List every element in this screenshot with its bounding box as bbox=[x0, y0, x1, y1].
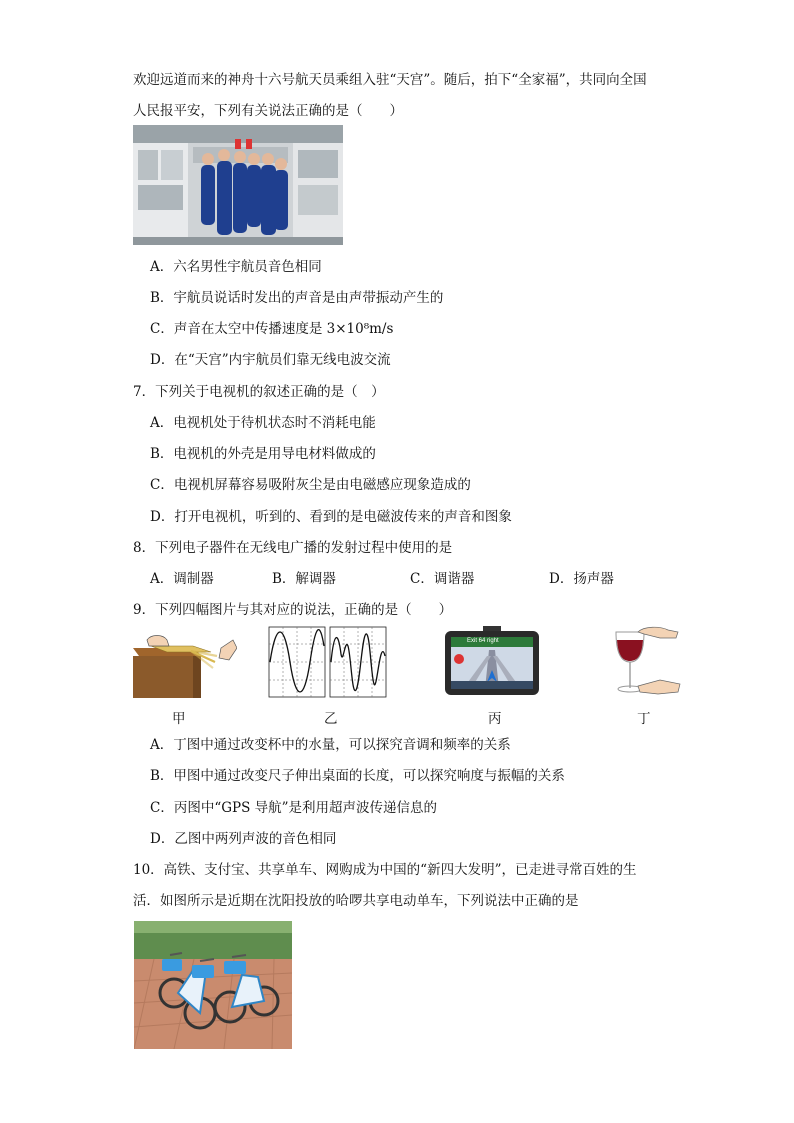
q7-option-a: A．电视机处于待机状态时不消耗电能 bbox=[150, 415, 376, 431]
q6-text-line2: 人民报平安，下列有关说法正确的是（ ） bbox=[133, 103, 403, 119]
q7-text: 7．下列关于电视机的叙述正确的是（ ） bbox=[133, 384, 385, 400]
q9-option-b: B．甲图中通过改变尺子伸出桌面的长度，可以探究响度与振幅的关系 bbox=[150, 768, 565, 784]
astronauts-photo bbox=[133, 125, 343, 245]
q10-text-line2: 活．如图所示是近期在沈阳投放的哈啰共享电动单车，下列说法中正确的是 bbox=[133, 893, 579, 909]
sound-waves-figure bbox=[268, 626, 388, 698]
ruler-on-table-figure bbox=[133, 626, 237, 698]
q7-option-d: D．打开电视机，听到的、看到的是电磁波传来的声音和图象 bbox=[150, 509, 512, 525]
q6-option-b: B．宇航员说话时发出的声音是由声带振动产生的 bbox=[150, 290, 444, 306]
q6-option-c: C．声音在太空中传播速度是 3×10⁸m/s bbox=[150, 321, 394, 337]
q10-text-line1: 10．高铁、支付宝、共享单车、网购成为中国的“新四大发明”，已走进寻常百姓的生 bbox=[133, 862, 637, 878]
q6-text-line1: 欢迎远道而来的神舟十六号航天员乘组入驻“天宫”。随后，拍下“全家福”，共同向全国 bbox=[133, 72, 647, 88]
q9-option-c: C．丙图中“GPS 导航”是利用超声波传递信息的 bbox=[150, 800, 438, 816]
q9-option-d: D．乙图中两列声波的音色相同 bbox=[150, 831, 337, 847]
q6-option-d: D．在“天宫”内宇航员们靠无线电波交流 bbox=[150, 352, 391, 368]
q8-option-a: A．调制器 bbox=[150, 571, 214, 587]
q8-option-d: D．扬声器 bbox=[549, 571, 614, 587]
caption-ding: 丁 bbox=[637, 711, 651, 727]
q9-option-a: A．丁图中通过改变杯中的水量，可以探究音调和频率的关系 bbox=[150, 737, 511, 753]
q7-option-c: C．电视机屏幕容易吸附灰尘是由电磁感应现象造成的 bbox=[150, 477, 471, 493]
q9-text: 9．下列四幅图片与其对应的说法，正确的是（ ） bbox=[133, 602, 453, 618]
shared-bikes-photo bbox=[134, 921, 292, 1049]
gps-navigator-figure bbox=[443, 626, 541, 698]
caption-bing: 丙 bbox=[488, 711, 502, 727]
q8-option-c: C．调谐器 bbox=[410, 571, 475, 587]
wine-glass-figure bbox=[608, 626, 682, 698]
q8-option-b: B．解调器 bbox=[272, 571, 336, 587]
caption-yi: 乙 bbox=[324, 711, 338, 727]
gps-street-label: Exit 64 right bbox=[467, 638, 499, 644]
q8-text: 8．下列电子器件在无线电广播的发射过程中使用的是 bbox=[133, 540, 453, 556]
q6-option-a: A．六名男性宇航员音色相同 bbox=[150, 259, 322, 275]
q7-option-b: B．电视机的外壳是用导电材料做成的 bbox=[150, 446, 376, 462]
caption-jia: 甲 bbox=[172, 711, 186, 727]
